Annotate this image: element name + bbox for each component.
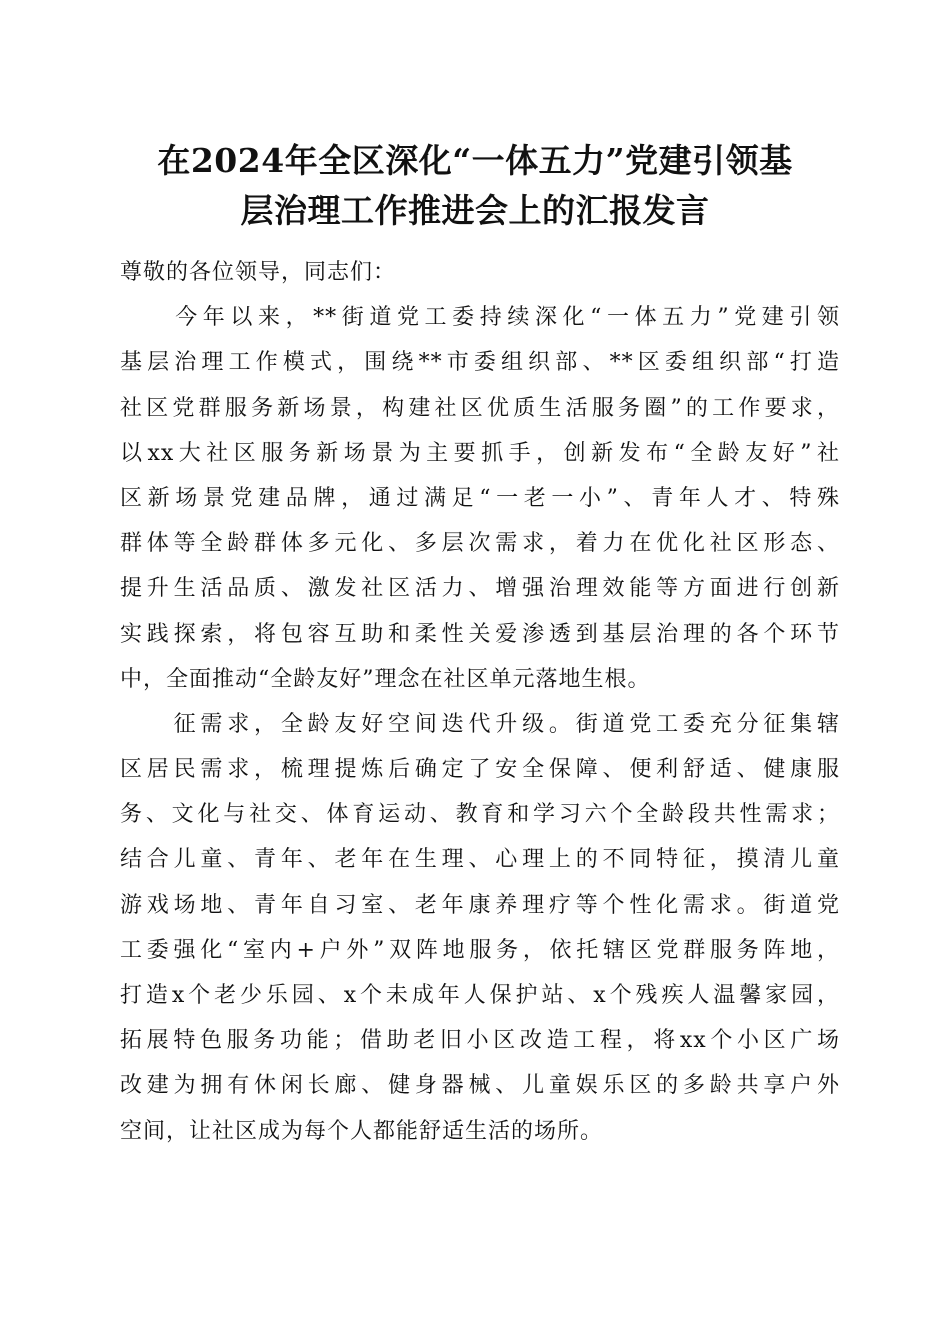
paragraph-2-line: 工委强化“室内+户外”双阵地服务，依托辖区党群服务阵地，	[120, 937, 840, 963]
document-body	[120, 250, 840, 1154]
paragraph-1-line: 群体等全龄群体多元化、多层次需求，着力在优化社区形态、	[120, 531, 840, 557]
paragraph-2-line: 区居民需求，梳理提炼后确定了安全保障、便利舒适、健康服	[120, 757, 840, 783]
paragraph-1-line: 实践探索，将包容互助和柔性关爱渗透到基层治理的各个环节	[120, 621, 840, 647]
paragraph-1-line: 区新场景党建品牌，通过满足“一老一小”、青年人才、特殊	[120, 485, 840, 511]
paragraph-2-line: 打造x个老少乐园、x个未成年人保护站、x个残疾人温馨家园，	[120, 983, 840, 1008]
paragraph-2-line: 拓展特色服务功能；借助老旧小区改造工程，将xx个小区广场	[120, 1028, 840, 1054]
paragraph-1-line: 今年以来，**街道党工委持续深化“一体五力”党建引领	[120, 305, 840, 331]
paragraph-1-line: 中，全面推动“全龄友好”理念在社区单元落地生根。	[120, 666, 651, 692]
paragraph-2-line: 游戏场地、青年自习室、老年康养理疗等个性化需求。街道党	[120, 892, 840, 918]
document-title	[100, 136, 850, 236]
paragraph-2-line: 改建为拥有休闲长廊、健身器械、儿童娱乐区的多龄共享户外	[120, 1073, 840, 1099]
paragraph-2	[120, 702, 840, 1154]
title-line-2: 层治理工作推进会上的汇报发言	[240, 191, 710, 230]
paragraph-1-line: 以xx大社区服务新场景为主要抓手，创新发布“全龄友好”社	[120, 440, 840, 466]
salutation: 尊敬的各位领导，同志们：	[120, 260, 397, 285]
paragraph-1-line: 基层治理工作模式，围绕**市委组织部、**区委组织部“打造	[120, 350, 840, 376]
paragraph-1-line: 社区党群服务新场景，构建社区优质生活服务圈”的工作要求，	[120, 395, 840, 421]
paragraph-2-line: 征需求，全龄友好空间迭代升级。街道党工委充分征集辖	[120, 711, 840, 737]
paragraph-2-line: 结合儿童、青年、老年在生理、心理上的不同特征，摸清儿童	[120, 847, 840, 873]
paragraph-1-line: 提升生活品质、激发社区活力、增强治理效能等方面进行创新	[120, 576, 840, 602]
paragraph-2-line: 务、文化与社交、体育运动、教育和学习六个全龄段共性需求；	[120, 802, 840, 828]
title-line-1: 在2024年全区深化“一体五力”党建引领基	[157, 141, 793, 180]
paragraph-2-line: 空间，让社区成为每个人都能舒适生活的场所。	[120, 1118, 604, 1144]
paragraph-1	[120, 295, 840, 702]
